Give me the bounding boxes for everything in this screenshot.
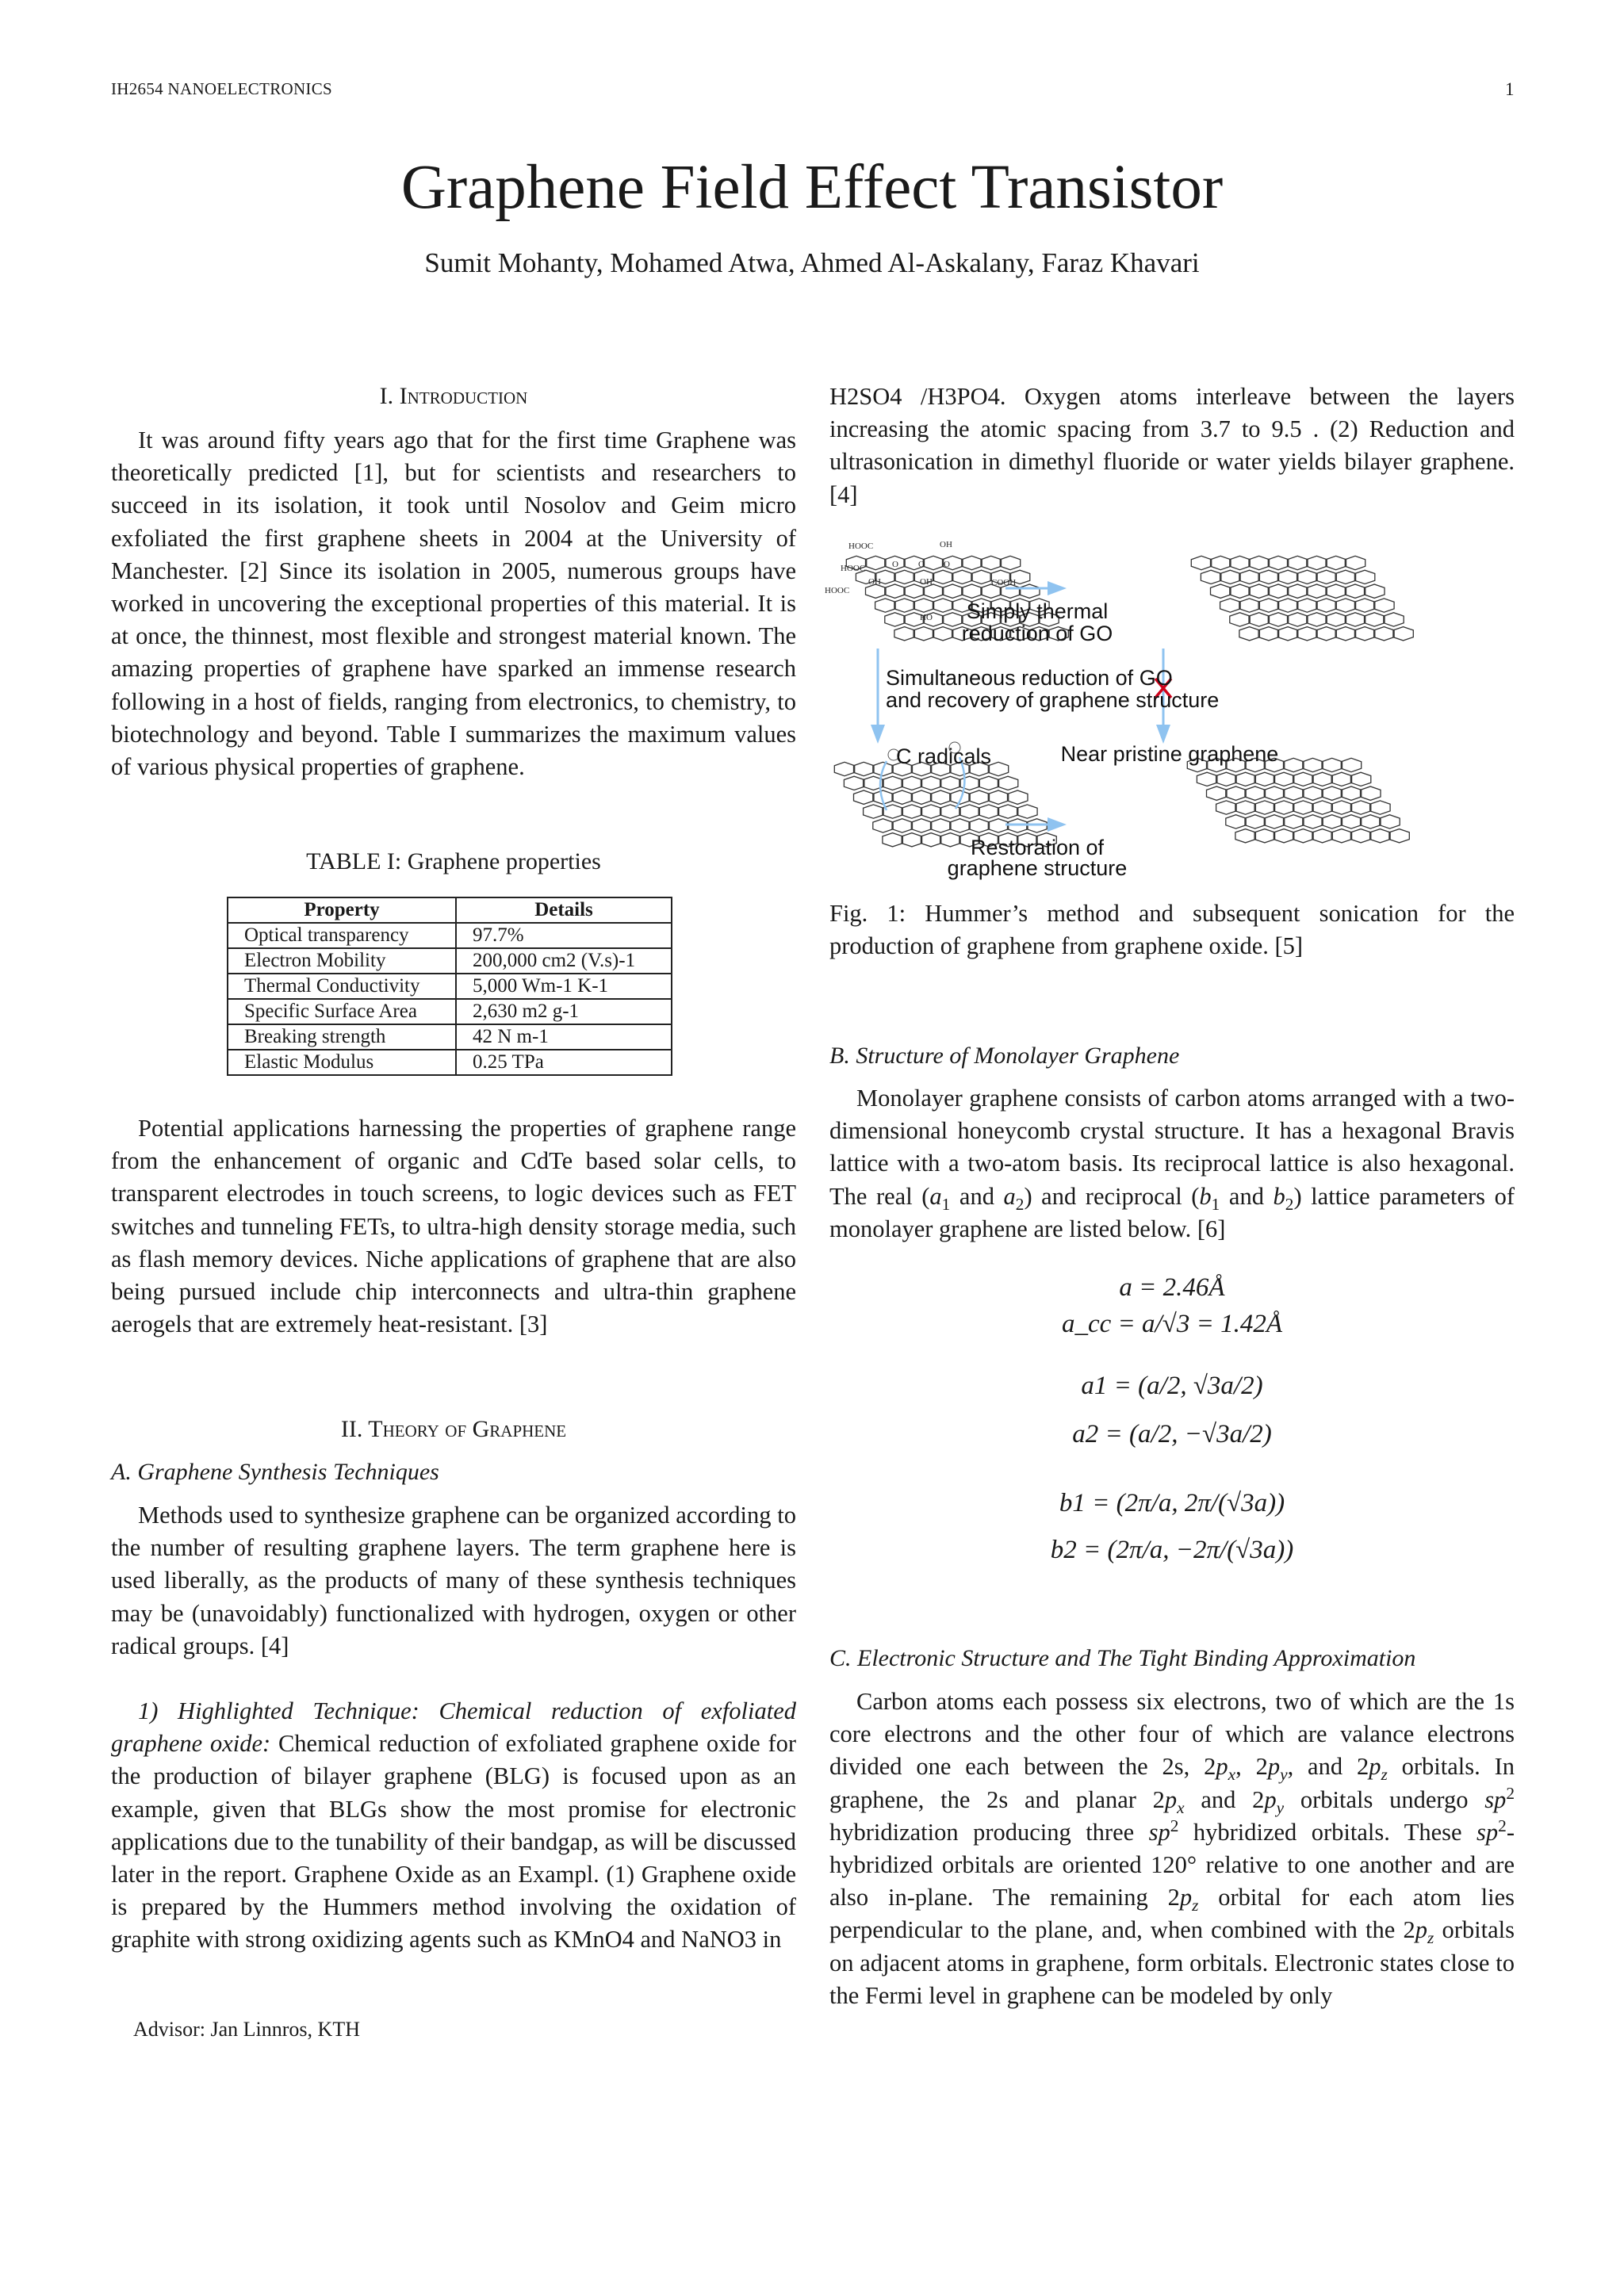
- arrow-down-blocked-head: [1156, 725, 1170, 744]
- hexagon-ring: [1284, 815, 1304, 828]
- hexagon-ring: [1341, 758, 1361, 771]
- math-base: a: [1003, 1182, 1016, 1210]
- hexagon-ring: [1384, 613, 1404, 626]
- hexagon-ring: [1197, 772, 1217, 786]
- math-subscript: 1: [941, 1194, 951, 1214]
- hexagon-ring: [894, 570, 915, 584]
- math-subscript: x: [1228, 1765, 1236, 1785]
- label-restoration-of: Restoration of: [970, 836, 1105, 859]
- hexagon-ring: [1191, 556, 1211, 569]
- label-c-radicals: C radicals: [896, 744, 992, 768]
- hexagon-ring: [1220, 599, 1241, 612]
- hexagon-ring: [1284, 758, 1304, 771]
- arrow-right-thermal-head: [1048, 581, 1067, 595]
- page-number: 1: [1505, 79, 1515, 99]
- properties-table-wrap: [227, 897, 672, 1076]
- hexagon-ring: [1230, 584, 1250, 598]
- electronic-structure-paragraph: [829, 1686, 1515, 2012]
- math-symbol: [1273, 1182, 1294, 1214]
- hexagon-ring: [1393, 627, 1413, 641]
- hexagon-ring: [921, 833, 940, 847]
- property-cell: Specific Surface Area: [228, 999, 456, 1024]
- hexagon-ring: [1307, 556, 1327, 569]
- hexagon-ring: [923, 556, 943, 569]
- hexagon-ring: [998, 776, 1017, 790]
- math-subscript: x: [1177, 1797, 1185, 1817]
- hexagon-ring: [933, 627, 952, 641]
- math-base: a: [929, 1182, 942, 1210]
- hexagon-ring: [1312, 772, 1332, 786]
- hexagon-ring: [902, 833, 922, 847]
- chem-group-label: O: [918, 560, 925, 569]
- hexagon-ring: [921, 776, 940, 790]
- math-superscript: 2: [1506, 1783, 1515, 1803]
- hexagon-ring: [1288, 613, 1308, 626]
- math-symbol: [1216, 1753, 1236, 1785]
- math-subscript: y: [1276, 1797, 1285, 1817]
- intro-paragraph-2: Potential applications harnessing the properties of graphene range from the enhancement of organic and CdTe based solar cells, to transparent electrodes in touch screens, to logic devices such as FET switches and tunneling FETs, to ultra-high density storage media, such as flash memory devices. Niche applications of graphene that are also being pursued include chip interconnects and ultra-thin graphene aerogels that are extremely heat-resistant. [3]: [111, 1115, 796, 1338]
- figure-caption: Fig. 1: Hummer’s method and subsequent sonication for the production of graphene from graphene oxide. [5]: [829, 900, 1515, 960]
- structure-paragraph: [829, 1082, 1515, 1246]
- math-base: p: [1264, 1785, 1277, 1813]
- hexagon-ring: [854, 790, 875, 804]
- math-symbol: [1264, 1785, 1285, 1817]
- hexagon-ring: [911, 819, 931, 832]
- hexagon-ring: [1303, 758, 1323, 771]
- math-subscript: y: [1280, 1765, 1288, 1785]
- hexagon-ring: [1249, 584, 1270, 598]
- hexagon-ring: [1361, 786, 1381, 800]
- math-base: sp: [1477, 1818, 1499, 1846]
- hexagon-ring: [1211, 556, 1231, 569]
- details-cell: 42 N m-1: [456, 1024, 672, 1050]
- text-run: Monolayer graphene consists of carbon atoms arranged with a two-dimensional honeycomb crystal structure. It has a hexagonal Bravis lattice with a two-atom basis. Its reciprocal lattice is also hexagonal. The real (: [829, 1085, 1515, 1210]
- hexagon-ring: [1293, 801, 1314, 814]
- synthesis-paragraph: Methods used to synthesize graphene can be organized according to the number of resulting graphene layers. The term graphene here is used liberally, as the products of many of these synthesis techniques may be (unavoidably) functionalized with hydrogen, oxygen or other radical groups. [4]: [111, 1502, 796, 1659]
- math-superscript: 2: [1170, 1816, 1179, 1835]
- subsection-heading-electronic: C. Electronic Structure and The Tight Binding Approximation: [829, 1645, 1416, 1671]
- hexagon-ring: [1211, 584, 1231, 598]
- equation-a1: a1 = (a/2, √3a/2): [1081, 1372, 1263, 1400]
- hexagon-ring: [1258, 627, 1279, 641]
- label-reduction-of-go: reduction of GO: [961, 622, 1113, 645]
- hexagon-ring: [1230, 556, 1250, 569]
- hexagon-ring: [864, 805, 884, 818]
- table-row: [228, 1024, 672, 1050]
- math-base: p: [1369, 1753, 1381, 1781]
- arrow-down-simultaneous-head: [871, 725, 885, 744]
- hexagon-ring: [1380, 815, 1400, 828]
- hexagon-ring: [1345, 556, 1365, 569]
- math-base: p: [1415, 1916, 1427, 1944]
- text-run: orbital for each atom lies perpendicular to the plane, and, when combined with the 2: [829, 1884, 1515, 1944]
- hexagon-ring: [998, 805, 1017, 818]
- hexagon-ring: [1216, 801, 1237, 814]
- details-cell: 200,000 cm2 (V.s)-1: [456, 948, 672, 974]
- table-header-details: Details: [456, 897, 672, 923]
- math-symbol: [929, 1182, 951, 1214]
- text-run: ) lattice parameters of monolayer graphene are listed below. [6]: [829, 1182, 1515, 1242]
- hexagon-ring: [883, 776, 903, 790]
- text-run: and: [950, 1182, 1004, 1210]
- hexagon-ring: [885, 613, 905, 626]
- text-run: orbitals. In graphene, the 2s and planar 2: [829, 1753, 1515, 1813]
- hexagon-ring: [1264, 815, 1284, 828]
- hexagon-ring: [1017, 805, 1038, 818]
- hexagon-ring: [1000, 556, 1020, 569]
- chem-group-label: O: [892, 560, 898, 569]
- hexagon-ring: [1288, 556, 1308, 569]
- text-run: Carbon atoms each possess six electrons, two of which are the 1s core electrons and the other four of which are valance electrons divided one each between the 2s, 2: [829, 1688, 1515, 1781]
- hexagon-ring: [1370, 801, 1391, 814]
- hexagon-ring: [1335, 599, 1356, 612]
- hexagon-ring: [1293, 829, 1314, 843]
- hexagon-ring: [1235, 772, 1256, 786]
- authors: Sumit Mohanty, Mohamed Atwa, Ahmed Al-Askalany, Faraz Khavari: [424, 247, 1200, 278]
- property-cell: Elastic Modulus: [228, 1050, 456, 1075]
- math-subscript: z: [1381, 1765, 1388, 1785]
- hexagon-ring: [1277, 599, 1297, 612]
- hexagon-ring: [1354, 599, 1374, 612]
- math-symbol: [1484, 1783, 1515, 1813]
- section-heading-theory: II. Theory of Graphene: [340, 1416, 567, 1442]
- hexagon-ring: [1316, 570, 1336, 584]
- hexagon-ring: [1316, 599, 1336, 612]
- section-heading-introduction: I. Introduction: [379, 383, 528, 409]
- math-symbol: [1199, 1182, 1220, 1214]
- property-cell: Optical transparency: [228, 923, 456, 948]
- hexagon-ring: [1220, 570, 1241, 584]
- hexagon-ring: [1307, 613, 1327, 626]
- hexagon-ring: [1316, 627, 1336, 641]
- hexagon-ring: [1374, 599, 1395, 612]
- math-subscript: z: [1192, 1896, 1199, 1915]
- chem-group-label: HOOC: [848, 541, 874, 551]
- math-subscript: 2: [1285, 1194, 1294, 1214]
- chem-group-label: HOOC: [825, 586, 850, 595]
- hexagon-ring: [1258, 570, 1279, 584]
- math-subscript: 2: [1015, 1194, 1025, 1214]
- hexagon-ring: [1235, 829, 1256, 843]
- synthesis-continued-paragraph: H2SO4 /H3PO4. Oxygen atoms interleave between the layers increasing the atomic spacing from 3.7 to 9.5 . (2) Reduction and ultrasonication in dimethyl fluoride or water yields bilayer graphene. [4]: [829, 383, 1515, 508]
- hexagon-ring: [1216, 772, 1237, 786]
- hexagon-ring: [1245, 786, 1266, 800]
- property-cell: Electron Mobility: [228, 948, 456, 974]
- hexagon-ring: [1365, 584, 1385, 598]
- text-run: , 2: [1235, 1753, 1268, 1781]
- equation-b2: b2 = (2π/a, −2π/(√3a)): [1050, 1536, 1294, 1564]
- chem-group-label: OH: [940, 540, 952, 549]
- chem-group-label: OH: [920, 577, 933, 587]
- radical-sheet: [834, 762, 1056, 847]
- hexagon-ring: [892, 819, 913, 832]
- text-run: ) and reciprocal (: [1024, 1182, 1200, 1210]
- chem-group-label: COOH: [991, 578, 1017, 587]
- label-recovery-structure: and recovery of graphene structure: [886, 688, 1220, 712]
- hexagon-ring: [943, 613, 963, 626]
- math-base: p: [1179, 1884, 1193, 1911]
- equation-a2: a2 = (a/2, −√3a/2): [1072, 1420, 1272, 1448]
- text-run: and 2: [1184, 1785, 1265, 1813]
- intro-paragraph-1: It was around fifty years ago that for the first time Graphene was theoretically predicted [1], but for scientists and researchers to succeed in its isolation, it took until Nosolov and Geim micro exfoliated the first graphene sheets in 2004 at the University of Manchester. [2] Since its isolation in 2005, numerous groups have worked in uncovering the exceptional properties of this material. It is at once, the thinnest, most flexible and strongest material known. The amazing properties of graphene have sparked an immense research following in a host of fields, ranging from electronics, to chemistry, to biotechnology and beyond. Table I summarizes the maximum values of various physical properties of graphene.: [111, 427, 796, 781]
- math-symbol: [1003, 1182, 1025, 1214]
- highlighted-technique-paragraph: [111, 1695, 796, 1957]
- hexagon-ring: [1239, 627, 1260, 641]
- text-run: , and 2: [1287, 1753, 1369, 1781]
- text-run: orbitals on adjacent atoms in graphene, form orbitals. Electronic states close to the Fermi level in graphene can be modeled by only: [829, 1916, 1515, 2009]
- hexagon-ring: [1389, 829, 1409, 843]
- hexagon-ring: [1297, 627, 1318, 641]
- math-symbol: [1415, 1916, 1434, 1948]
- hexagon-ring: [1326, 584, 1346, 598]
- hexagon-ring: [1345, 584, 1365, 598]
- hexagon-ring: [952, 570, 973, 584]
- text-run: hybridization producing three: [829, 1818, 1149, 1846]
- paper-title: Graphene Field Effect Transistor: [400, 153, 1224, 222]
- hexagon-ring: [1303, 815, 1323, 828]
- math-subscript: z: [1427, 1928, 1434, 1948]
- hexagon-ring: [1249, 613, 1270, 626]
- hexagon-ring: [969, 819, 990, 832]
- hexagon-ring: [1207, 786, 1228, 800]
- hexagon-ring: [1284, 786, 1304, 800]
- hexagon-ring: [1245, 815, 1266, 828]
- hexagon-ring: [933, 599, 952, 612]
- hexagon-ring: [1350, 801, 1370, 814]
- math-base: p: [1267, 1753, 1281, 1781]
- hexagon-ring: [1307, 584, 1327, 598]
- hexagon-ring: [911, 790, 931, 804]
- hexagon-ring: [979, 776, 999, 790]
- hexagon-ring: [1249, 556, 1270, 569]
- math-symbol: [1477, 1816, 1507, 1846]
- math-subscript: 1: [1211, 1194, 1220, 1214]
- hexagon-ring: [1226, 815, 1246, 828]
- math-superscript: 2: [1498, 1816, 1507, 1835]
- math-symbol: [1369, 1753, 1388, 1785]
- hexagon-ring: [1239, 599, 1260, 612]
- property-cell: Breaking strength: [228, 1024, 456, 1050]
- hexagon-ring: [962, 584, 982, 598]
- hexagon-ring: [902, 805, 922, 818]
- hexagon-ring: [1312, 829, 1332, 843]
- chem-group-label: OH: [868, 577, 881, 587]
- hexagon-ring: [1341, 815, 1361, 828]
- hexagon-ring: [940, 833, 961, 847]
- label-near-pristine: Near pristine graphene: [1060, 742, 1279, 766]
- hexagon-ring: [885, 584, 905, 598]
- hexagon-ring: [892, 790, 913, 804]
- hexagon-ring: [988, 819, 1008, 832]
- hexagon-ring: [1297, 599, 1318, 612]
- hexagon-ring: [844, 776, 864, 790]
- hexagon-ring: [962, 556, 982, 569]
- hexagon-ring: [894, 599, 915, 612]
- table-row: [228, 923, 672, 948]
- property-cell: Thermal Conductivity: [228, 974, 456, 999]
- subsection-heading-synthesis: A. Graphene Synthesis Techniques: [111, 1459, 439, 1485]
- hexagon-ring: [1350, 772, 1370, 786]
- hexagon-ring: [933, 570, 952, 584]
- hexagon-ring: [979, 805, 999, 818]
- hexagon-ring: [969, 790, 990, 804]
- hexagon-ring: [875, 599, 896, 612]
- running-header: IH2654 NANOELECTRONICS: [111, 79, 333, 98]
- hexagon-ring: [1374, 627, 1395, 641]
- hexagon-ring: [1235, 801, 1256, 814]
- hexagon-ring: [1258, 599, 1279, 612]
- hexagon-ring: [1322, 815, 1342, 828]
- hexagon-ring: [914, 599, 934, 612]
- advisor-footnote: Advisor: Jan Linnros, KTH: [133, 2018, 360, 2041]
- hexagon-ring: [1341, 786, 1361, 800]
- subsection-heading-structure: B. Structure of Monolayer Graphene: [829, 1043, 1180, 1069]
- hexagon-ring: [883, 833, 903, 847]
- hexagon-ring: [1293, 772, 1314, 786]
- pristine-graphene-sheet: [1187, 758, 1409, 843]
- table-header-property: Property: [228, 897, 456, 923]
- hexagon-ring: [1239, 570, 1260, 584]
- hexagon-ring: [1354, 627, 1374, 641]
- hexagon-ring: [1326, 556, 1346, 569]
- hexagon-ring: [1331, 772, 1352, 786]
- details-cell: 97.7%: [456, 923, 672, 948]
- hexagon-ring: [1303, 786, 1323, 800]
- hexagon-ring: [1335, 570, 1356, 584]
- hexagon-ring: [931, 819, 952, 832]
- hexagon-ring: [1331, 829, 1352, 843]
- hexagon-ring: [1361, 815, 1381, 828]
- hexagon-ring: [988, 762, 1008, 775]
- hexagon-ring: [894, 627, 915, 641]
- hexagon-ring: [1274, 801, 1293, 814]
- equation-b1: b1 = (2π/a, 2π/(√3a)): [1059, 1489, 1285, 1517]
- hexagon-ring: [1365, 613, 1385, 626]
- hexagon-ring: [971, 570, 991, 584]
- highlighted-technique-heading: 1) Highlighted Technique: Chemical reduction of exfoliated graphene oxide:: [111, 1697, 796, 1758]
- hexagon-ring: [1274, 772, 1293, 786]
- math-base: b: [1273, 1182, 1285, 1210]
- hexagon-ring: [866, 556, 887, 569]
- math-symbol: [1164, 1785, 1185, 1817]
- hexagon-ring: [1322, 758, 1342, 771]
- hexagon-ring: [1201, 570, 1221, 584]
- hexagon-ring: [1268, 613, 1288, 626]
- table-row: [228, 999, 672, 1024]
- hexagon-ring: [1326, 613, 1346, 626]
- figure-hummers-method: [825, 531, 1538, 896]
- hexagon-ring: [959, 776, 979, 790]
- hexagon-ring: [1254, 772, 1275, 786]
- equation-lattice-constant: a = 2.46Å: [1119, 1273, 1225, 1302]
- thermally-reduced-sheet: [1191, 556, 1413, 641]
- hexagon-ring: [854, 762, 875, 775]
- hexagon-ring: [1268, 556, 1288, 569]
- arrow-right-restoration-head: [1048, 817, 1067, 832]
- equation-carbon-spacing: a_cc = a/√3 = 1.42Å: [1061, 1310, 1283, 1338]
- label-graphene-structure: graphene structure: [947, 856, 1128, 880]
- hexagon-ring: [1277, 570, 1297, 584]
- math-base: p: [1216, 1753, 1228, 1781]
- chem-group-label: O: [944, 560, 950, 569]
- hexagon-ring: [943, 584, 963, 598]
- hexagon-ring: [1008, 790, 1028, 804]
- hexagon-ring: [921, 805, 940, 818]
- hexagon-ring: [1268, 584, 1288, 598]
- hexagon-ring: [1354, 570, 1374, 584]
- math-symbol: [1148, 1816, 1179, 1846]
- hexagon-ring: [1350, 829, 1370, 843]
- hexagon-ring: [1230, 613, 1250, 626]
- hexagon-ring: [914, 627, 934, 641]
- hexagon-ring: [1277, 627, 1297, 641]
- hexagon-ring: [1274, 829, 1293, 843]
- hexagon-ring: [1264, 786, 1284, 800]
- hexagon-ring: [1254, 829, 1275, 843]
- math-symbol: [1267, 1753, 1288, 1785]
- hexagon-ring: [1020, 584, 1040, 598]
- hexagon-ring: [931, 790, 952, 804]
- hexagon-ring: [1288, 584, 1308, 598]
- hexagon-ring: [950, 819, 970, 832]
- math-base: sp: [1484, 1785, 1507, 1813]
- hexagon-ring: [1226, 786, 1246, 800]
- hexagon-ring: [1322, 786, 1342, 800]
- table-caption: TABLE I: Graphene properties: [306, 848, 601, 874]
- hexagon-ring: [1331, 801, 1352, 814]
- hexagon-ring: [873, 819, 893, 832]
- details-cell: 5,000 Wm-1 K-1: [456, 974, 672, 999]
- hexagon-ring: [988, 790, 1008, 804]
- hexagon-ring: [1312, 801, 1332, 814]
- text-run: -hybridized orbitals are oriented 120° relative to one another and are also in-plane. The remaining 2: [829, 1818, 1515, 1911]
- highlighted-technique-text: Chemical reduction of exfoliated graphene oxide for the production of bilayer graphene (BLG) is focused upon as an example, given that BLGs show the most promise for electronic applications due to the tunability of their bandgap, as will be discussed later in the report. Graphene Oxide as an Exampl. (1) Graphene oxide is prepared by the Hummers method involving the oxidation of graphite with strong oxidizing agents such as KMnO4 and NaNO3 in: [111, 1730, 797, 1954]
- hexagon-ring: [1345, 613, 1365, 626]
- chem-group-label: HO: [920, 613, 933, 622]
- hexagon-ring: [902, 776, 922, 790]
- table-row: [228, 948, 672, 974]
- text-run: and: [1220, 1182, 1274, 1210]
- chem-group-label: HOOC: [841, 564, 866, 573]
- math-base: b: [1199, 1182, 1212, 1210]
- math-symbol: [1179, 1884, 1199, 1915]
- text-run: orbitals undergo: [1284, 1785, 1485, 1813]
- label-simply-thermal: Simply thermal: [966, 599, 1109, 623]
- hexagon-ring: [834, 762, 854, 775]
- label-simultaneous-reduction: Simultaneous reduction of GO: [886, 666, 1173, 690]
- table-row: [228, 1050, 672, 1075]
- hexagon-ring: [959, 805, 979, 818]
- math-base: p: [1164, 1785, 1178, 1813]
- hexagon-ring: [1254, 801, 1275, 814]
- table-row: [228, 974, 672, 999]
- hexagon-ring: [1370, 829, 1391, 843]
- math-base: sp: [1148, 1818, 1170, 1846]
- details-cell: 2,630 m2 g-1: [456, 999, 672, 1024]
- properties-table: [227, 897, 672, 1076]
- hexagon-ring: [940, 776, 961, 790]
- hexagon-ring: [1335, 627, 1356, 641]
- text-run: hybridized orbitals. These: [1178, 1818, 1477, 1846]
- hexagon-ring: [981, 556, 1002, 569]
- details-cell: 0.25 TPa: [456, 1050, 672, 1075]
- hexagon-ring: [1297, 570, 1318, 584]
